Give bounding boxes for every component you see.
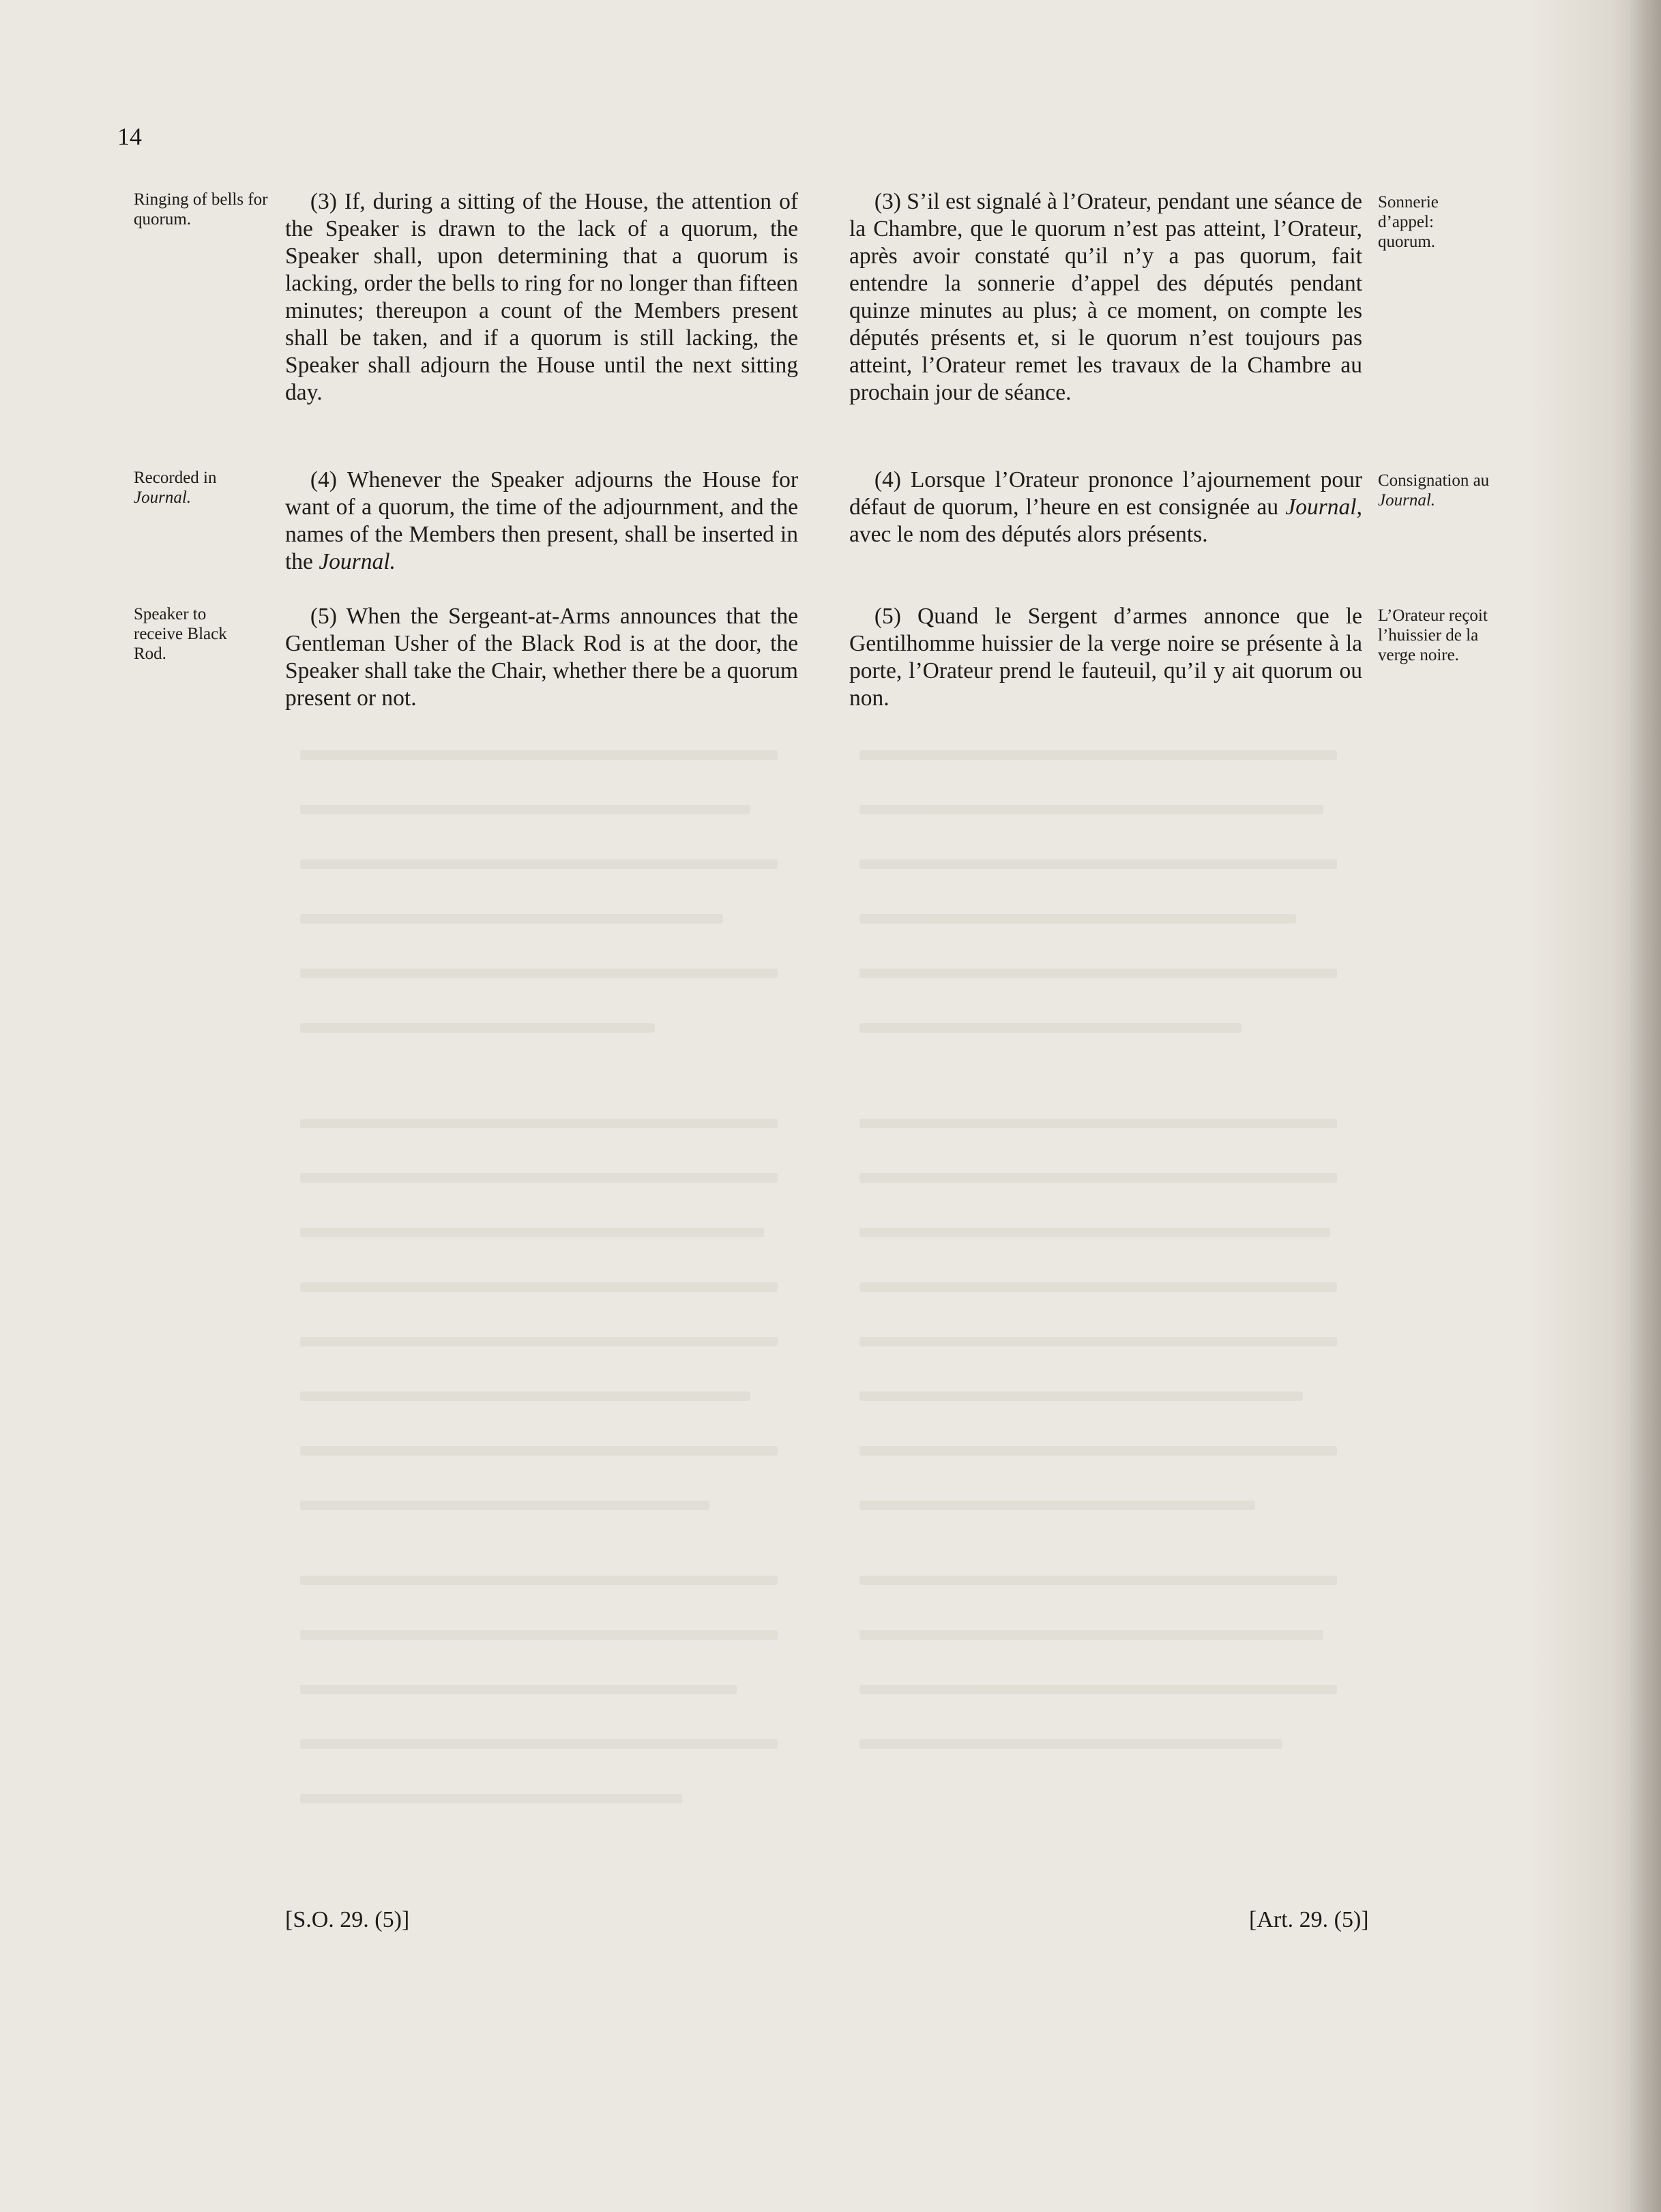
footer-article-ref: [Art. 29. (5)]: [1249, 1907, 1369, 1932]
margin-note-consignation-journal: Journal.: [1378, 491, 1436, 510]
margin-note-sonnerie: Sonnerie d’appel: quorum.: [1378, 193, 1439, 251]
paragraph-4-fr-journal: Journal: [1285, 495, 1357, 520]
margin-note-orateur-huissier: L’Orateur reçoit l’huissier de la verge noire.: [1378, 606, 1488, 664]
paragraph-4-fr-main: (4) Lorsque l’Orateur prononce l’ajournement pour défaut de quorum, l’heure en est consignée au: [849, 467, 1362, 520]
paragraph-5-en: (5) When the Sergeant-at-Arms announces that the Gentleman Usher of the Black Rod is at the door, the Speaker shall take the Chair, whether there be a quorum present or not.: [285, 604, 798, 711]
footer-standing-order-ref: [S.O. 29. (5)]: [285, 1907, 410, 1932]
margin-note-recorded-journal: Journal.: [134, 488, 192, 507]
page-number: 14: [117, 123, 142, 150]
paragraph-5-fr: (5) Quand le Sergent d’armes annonce que le Gentilhomme huissier de la verge noire se présente à la porte, l’Orateur prend le fauteuil, qu’il y ait quorum ou non.: [849, 604, 1362, 711]
margin-note-recorded-in-journal: [134, 468, 270, 507]
paragraph-4-en: [285, 467, 798, 576]
paragraph-4-fr-tail: , avec le nom des députés alors présents.: [849, 495, 1362, 547]
margin-note-consignation: [1378, 471, 1542, 510]
paragraph-4-fr: [849, 467, 1362, 548]
margin-note-consignation-prefix: Consignation au: [1378, 471, 1490, 490]
paragraph-4-en-main: (4) Whenever the Speaker adjourns the House for want of a quorum, the time of the adjournment, and the names of the Members then present, shall be inserted in the: [285, 467, 798, 574]
margin-note-speaker-black-rod: Speaker to receive Black Rod.: [134, 605, 227, 663]
paragraph-4-en-journal: Journal.: [319, 549, 396, 574]
paragraph-3-en: (3) If, during a sitting of the House, the attention of the Speaker is drawn to the lack of a quorum, the Speaker shall, upon determining that a quorum is lacking, order the bells to ring for no longer than fifteen minutes; thereupon a count of the Members present shall be taken, and if a quorum is still lacking, the Speaker shall adjourn the House until the next sitting day.: [285, 189, 798, 405]
page-edge-shadow: [1629, 0, 1661, 2212]
paragraph-3-fr: (3) S’il est signalé à l’Orateur, pendant une séance de la Chambre, que le quorum n’est pas atteint, l’Orateur, après avoir constaté qu’il n’y a pas quorum, fait entendre la sonnerie d’appel des députés pendant quinze minutes au plus; à ce moment, on compte les députés présents et, si le quorum n’est toujours pas atteint, l’Orateur remet les travaux de la Chambre au prochain jour de séance.: [849, 189, 1362, 405]
margin-note-recorded-prefix: Recorded in: [134, 469, 217, 487]
margin-note-ringing-of-bells: Ringing of bells for quorum.: [134, 190, 268, 228]
